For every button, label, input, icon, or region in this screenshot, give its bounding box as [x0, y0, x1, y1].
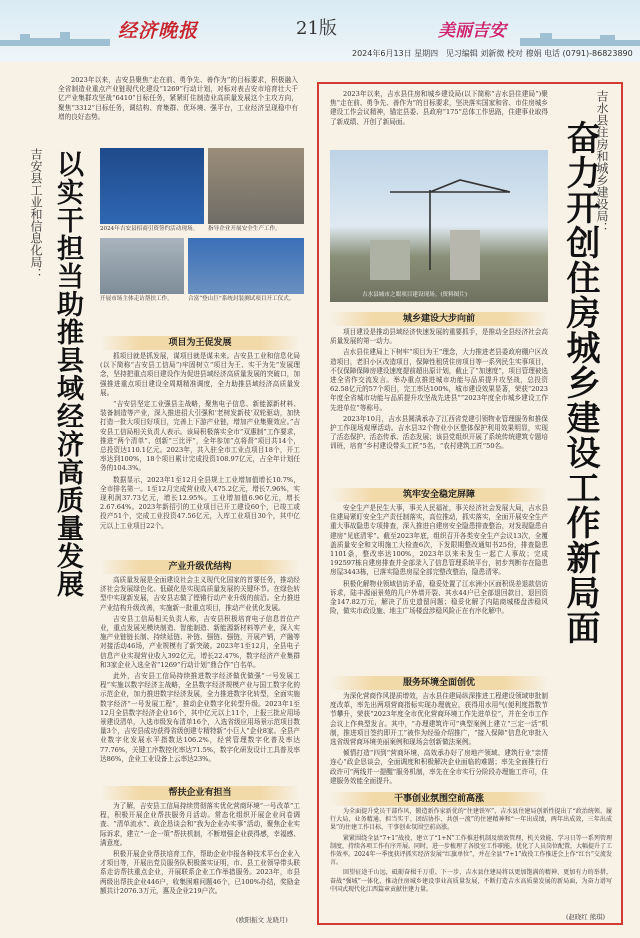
right-author: (赵晓红 熊琪): [566, 913, 605, 921]
right-section-title-2: 筑牢安全稳定屏障: [330, 488, 548, 502]
left-section-1-body: [100, 352, 300, 533]
paragraph: 为全面提升党员干部作风，锻造新作家新优的“住建铁军”，吉水县住建局创新性提出了“政治统领、履行大局、业务精通、担当实干、团结协作、共创一流”的住建精神和“一年出成绩，两年出成效，三年出成果”的住建工作目标，干事创业氛围空前高涨。: [330, 808, 612, 832]
issue-date: 2024年6月13日 星期四: [352, 49, 439, 58]
paragraph: 为了解，吉安县工信局持续贯彻落实优化营商环境“一号改革”工程，积极开展企业帮扶服务月活动。常态化组织开展企业问卷调查、“清单流水”、政企恳谈会和“我为企业办实事”活动，聚焦企业实际诉求，建立“一企一策”帮扶机制，不断增强企业获得感，幸福感、满意度。: [100, 802, 300, 847]
paragraph: 吉安县工信局相关负责人称，吉安县积极培育电子信息首位产业，重点发展光模块制造、智能制造、新能源新材料等产业，深入实施产业链链长制、持续延链、补链、强链、强链，开展产销，产融等对接活动46场，产业规模有了新突破。2023年1至12月，全县电子信息产业实现营业收入392亿元，增长22.47%，数字经济产业集群和3家企业入选全省“1269”行动计划“鼎合作”白名单。: [100, 614, 300, 669]
caption-3: 开展市场主体走访帮扶工作。: [100, 296, 173, 302]
left-author: (欧阳振文 龙晓月): [236, 916, 288, 924]
caption-2: 指导企业开展安全生产工作。: [208, 226, 281, 232]
crane-icon: [330, 150, 548, 302]
paragraph: 项目建设是推动县域经济快速发展的重要抓手，是推动全县经济社会高质量发展的第一动力。: [330, 328, 548, 346]
paragraph: 数据显示，2023年1至12月全县规上工业增加值增长10.7%，全市排名第一。1至12月完成营业收入475.2亿元，增长7.96%，实现利润37.73亿元，增长12.95%。工业增加值6.96亿元，增长2.67.64%。2023年新招引的工业项目已开工建设60个，已竣工或投产51个，完成工业投资47.56亿元，入库工业项目30个，其中亿元以上工业项目22个。: [100, 475, 300, 530]
left-intro: 2023年以来，吉安县聚焦“走在前、勇争先、善作为”的目标要求，积极融入全省制造业重点产业链现代化建设“1269”行动计划，对标对表吉安市培育壮大千亿产业集群攻坚战“6410”目标任务，紧紧盯住制造业高质量发展这个主攻方向，聚焦“3312”目标任务，调结构、育集群、优环境、强平台，工业经济呈现稳中有增的良好态势。: [58, 76, 298, 121]
left-section-title-3: 帮扶企业有担当: [100, 786, 300, 800]
paragraph: 高质量发展是全面建设社会主义现代化国家的首要任务，推动经济社会发展绿色化、低碳化是实现高质量发展的关键环节。在绿色转型中实现新发展，吉安县志做了铿锵行动产业升级的前沿。全力推进产业结构升级改善，实施新一批重点项目，推动产业优化发展。: [100, 576, 300, 612]
paragraph: 回望征途千山远，砥砺奋楫千万重。下一步，吉水县住建局将以更加饱满的精神、更加有力的举措，奋战“强城”一体化，推动住房城乡建设事业高质量发展，不断打造吉水高质量发展的新局面，为奋力谱写中国式现代化江西篇章贡献住建力量。: [330, 869, 612, 893]
section-logo: 美丽吉安: [438, 21, 506, 41]
page-header: [0, 0, 640, 62]
photo-enterprise-visit: [100, 238, 184, 294]
photo-signing-ceremony: [100, 148, 204, 224]
left-subheadline: 吉安县工业和信息化局：: [29, 148, 43, 280]
right-section-4-body: [330, 808, 612, 896]
left-section-3-body: [100, 802, 300, 898]
paragraph: 为深化营商作风提质增效，吉水县住建局纵深推进工程建设领域审批制度改革，率先出两项营商指标实现办理就应，获得用水用气(便利度指数节节攀升，荣获“2023年度全市优化营商环境工作先进单位”，并在全市工作会议上作典型发言。其中，“办理建筑许可”典型案例上建立“三定一活”机制，推进项目签约即开工”被作为经验介绍推广，“接入保障”信息化审批入选省级营商环境美丽案例和现场会创新做法案例。: [330, 692, 548, 747]
right-caption: 吉水县城市之眼项目建设现场。(资料图片): [362, 292, 468, 298]
newspaper-logo: 经济晚报: [118, 20, 199, 42]
left-section-2-body: [100, 576, 300, 766]
right-section-title-4: 干事创业氛围空前高涨: [330, 792, 548, 806]
left-headline: 以实干担当助推县域经济高质量发展: [52, 150, 83, 598]
left-section-title-1: 项目为王促发展: [100, 336, 300, 350]
right-subheadline: 吉水县住房和城乡建设局：: [595, 90, 609, 234]
paragraph: 吉水县住建局上下树牢“项目为王”理念，大力推进老县委政府棚户区改造项目，老旧小区改造项目，保障性租赁住房项目等一系列民生实事项目，不仅保障保障房建设速度提前超出原计划，截止了“加速度”，项目管理被选进全省作交流发言。举办重点推进城市功能与品质提升攻坚战，总投资62.58亿元的57个项目，完工率达100%，城市建设效果显著，荣获“2023年度全省城市功能与品质提升攻坚战先进县”“2023年度全市城乡建设工作先进单位”等称号。: [330, 348, 548, 412]
paragraph: 2023年10月，吉水县圆满承办了江西省党建引领物业管理服务和推保护工作现场观摩活动。吉水县32个物业小区整体保护利用效果明显，实现了活态保护、活态传承、活态发展；该县党组织开展了系统传统建筑专题培训班，培育“乡村建设带头工匠”5名，“农村建筑工匠”50名。: [330, 414, 548, 451]
right-section-title-1: 城乡建设大步向前: [330, 312, 548, 326]
paragraph: “吉安县坚定工业强县主战略，聚焦电子信息、新能源新材料、装备制造等产业，深入推进招大引强和‘老树发新枝’双轮驱动，加快打造一批大项目好项目，完善上下游产业链，增加产业集聚效应。”吉安县工信局相关负责人表示。该局积极落实全市“双惠制”工作要求，推进“两个清单”、创新“三比评”，全年参加“点将督”项目共14个，总投资达110.1亿元。2023年，共入驻全市工业点项目18个，开工率达到100%，18个项目累计完成投资108.97亿元，占全年计划任务的104.3%。: [100, 400, 300, 473]
right-section-3-body: [330, 692, 548, 788]
paragraph: 此外，吉安县工信局持续推进数字经济做优做强“一号发展工程”实施以数字经济主战略，全县数字经济规模产业与国工数字化的示范企业，加力推进数字经济发展，全力推进数字化转型，全面实施数字经济“一号发展工程”，推动企业数字化转型升级。2023年1至12月全县数字经济企业16个，其中亿元以上11个，上报三批应用场景建设清单，入选市级发布清单16个，入选省级应用场景示范项目数量3个，吉安县成功获得省级创建专精特新“小巨人”企业8家。全县产业数字化发展水平指数达106.2%，经营管理数字化普及率达77.76%，关键工序数控化率达71.5%，数字化研发设计工具普及率达86%，企业工业设备上云率达23%。: [100, 672, 300, 763]
caption-4: 合富“登山巨”系统封装测试项目开工仪式。: [188, 296, 295, 302]
right-section-title-3: 服务环境全面创优: [330, 676, 548, 690]
paragraph: 积极开展企业帮扶培育工作，帮助企业申报各种技术平台企业入才项目等，开展出党员服务队积极落实证明，市、县工业领导带头联系走访帮扶重点企业，开展联系企业工作举措服务。2023年，市县两级出帮扶企业446户，收集困难问题46个，已100%办结，奖励金额共计2076.3万元，惠及企业219户次。: [100, 850, 300, 895]
paragraph: 倾情打造“四到”营商环境，高效承办好了房地产领域、建筑行业“亲情连心”政企恳谈会，全面调度和积极解决企业面临的难题；率先全面推行行政许可“两线并一提醒”服务机制，率先在全市实行分阶段办理施工许可，住建服务效能全面提升。: [330, 749, 548, 785]
photo-safety-check: [208, 148, 304, 224]
right-section-2-body: [330, 504, 548, 618]
caption-1: 2024年吉安县招商引资签约活动现场。: [100, 226, 199, 232]
editor-line: 见习编辑 刘新微 校对 穆娟 电话 (0791)-86823890: [445, 49, 633, 58]
right-headline: 奋力开创住房城乡建设工作新局面: [560, 120, 600, 645]
right-intro: 2023年以来，吉水县住房和城乡建设局(以下简称“吉水县住建局”)聚焦“走在前、勇争先、善作为”的目标要求，坚决落实国家和省、市住房城乡建设工作会议精神，锚定县委、县政府“175”总体工作思路，住建事业取得了新成绩、开创了新局面。: [330, 90, 548, 126]
photo-construction-site: [330, 150, 548, 302]
paragraph: 抓项目就是抓发展，谋项目就是谋未来。吉安县工业和信息化局(以下简称“吉安县工信局”)牢固树立“项目为王、实干为先”发展理念，坚持把重点项目建设作为促进县域经济高质量发展的突破口，加强推进重点项目建设全周期精准调度，全力助推县域经济高质量发展。: [100, 352, 300, 397]
paragraph: 紧紧围绕全县“7+1”战役，建立了“1+N”工作推进机制及绩效管理，机关效能、学习日等一系列管理制度，持续各项工作有序开展。同时，进一步梳理了各股室工作职能，优化了人员岗位配置，大幅提升了工作效率。2024年一季度获评抓实经济发展“红旗单位”，并在全县“7+1”战役工作推进会上作“红台”交流发言。: [330, 834, 613, 867]
paragraph: 积极化解物业领域信访矛盾，稳妥处置了江水洲小区面积误差退款信访诉求，陆丰源丽景苑的几户外墙开裂、其水44户已全部退回款目，退回资金147.82万元，解决了历史遗留问题；稳妥化解了内陆商城楼盘涉稳风险，做实市政设施、地主广场楼盘涉稳风险正在有序化解中。: [330, 579, 548, 616]
photo-project-launch: [188, 238, 304, 294]
issue-meta: [352, 48, 633, 59]
paragraph: 安全生产是民生大事，事关人民福祉，事关经济社会发展大局，吉水县住建局紧盯安全生产责任制落实，高位推动，抓实落实，全面开展安全生产重大事故隐患专项排查，深入推进自建房安全隐患排查整治，对发现隐患自建房“见底清零”。截至2023年底，组织召开各类安全生产会议13次，全覆盖质量安全和文明施工大检查6次，下发限期整改通知书25份，排查隐患1101条，整改率达100%，2023年以来未发生一起亡人事故；完成192597栋自建房排查并全部录入了信息管理系统平台，初步判断存在隐患房屋3443栋，已落实隐患房屋全部完整改整治，隐患清零。: [330, 504, 548, 577]
left-section-title-2: 产业升级优结构: [100, 560, 300, 574]
page-number: 21版: [296, 18, 337, 39]
right-section-1-body: [330, 328, 548, 454]
